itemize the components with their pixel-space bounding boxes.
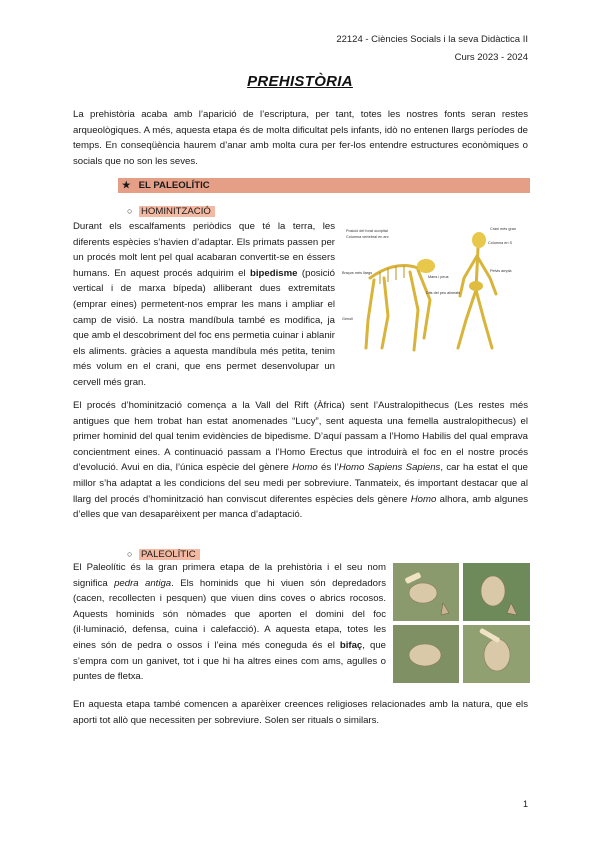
fig1-label-4: Columna en S (488, 241, 513, 245)
hominitzacio-paragraph (73, 219, 335, 391)
hom2-italic-3: Homo (410, 493, 437, 505)
header-course: 22124 - Ciències Socials i la seva Didàctica II (336, 34, 528, 45)
hominitzacio-process-paragraph (73, 398, 528, 523)
subheading-label: PALEOLÍTIC (139, 549, 200, 560)
bipedism-skeletons-illustration (340, 220, 528, 355)
fig1-label-5: Pelvis ampla (490, 269, 512, 273)
fig1-label-8: Braços més llargs (342, 271, 373, 275)
bipedisme-term: bipedisme (250, 267, 298, 279)
hom2-text-a: El procés d’hominització comença a la Vall del Rift (Àfrica) sent l’Australopithecus (Les restes més antigues que hem trobat han estat anomenades “Lucy”, sent aquesta una femella australopithecus) el primer hominid del qual tenim evidències de bipedisme. D’aquí passam a l’Homo Habilis del qual emprava concientment eines. A continuació passam a l’Homo Erectus que introduirà el foc en el nostre procés d’evolució. Avui en dia, l’única espècie del gènere (73, 400, 528, 474)
hom2-italic-1: Homo (292, 462, 318, 474)
fig1-label-6: Mans i peus (428, 275, 449, 279)
bullet-icon: ○ (127, 206, 133, 216)
bifaz-tool-making-illustration (393, 563, 530, 683)
religious-beliefs-paragraph: En aquesta etapa també comencen a aparèixer creences religioses relacionades amb la natura, que els aporti tot allò que necessiten per sobreviure. Solen ser rituals o similars. (73, 699, 528, 726)
section-label: EL PALEOLÍTIC (138, 180, 210, 191)
hom2-text-b: és l’ (317, 462, 339, 474)
page-number: 1 (522, 799, 528, 809)
bullet-icon: ○ (127, 549, 133, 559)
pal-text-b: . Els hominids que hi viuen són depredadors (cacen, recollecten i pesquen) que viuen dins coves o abrics rocosos. Aquests hominids són nòmades que aporten el domini del foc (il·luminació, defensa, cuina i calefacció). A aquesta etapa, totes les eines són de pedra o ossos i l’eina més coneguda és el (73, 577, 387, 651)
page-title: PREHISTÒRIA (247, 73, 353, 90)
pal-text-c: , que s’empra com un ganivet, tot i que hi ha altres eines com ams, agulles o puntes de fletxa. (73, 639, 386, 683)
section-paleolitic (118, 178, 530, 193)
pal-text-a: El Paleolític és la gran primera etapa de la prehistòria i el seu nom significa (73, 562, 386, 589)
hom-text-a: Durant els escalfaments periòdics que té la terra, les diferents espècies s’havien d’adaptar. Els primats passen per un procés molt lent pel qual acabaran convertit-se en éssers humans. En aquest procés adquirim el (73, 221, 335, 279)
fig1-label-1: Posició del forat occipital (346, 229, 388, 233)
paleolitic-paragraph (73, 560, 386, 685)
hom2-italic-2: Homo Sapiens Sapiens (338, 462, 441, 474)
subheading-label: HOMINITZACIÓ (139, 206, 215, 217)
fig1-label-3: Crani més gran (490, 227, 516, 231)
pedra-antiga-term: pedra antiga (114, 577, 172, 589)
fig1-label-7: Dits del peu alineats (426, 291, 461, 295)
subheading-hominitzacio (127, 204, 215, 219)
bifac-term: bifaç (339, 639, 363, 651)
intro-paragraph: La prehistòria acaba amb l’aparició de l’escriptura, per tant, totes les nostres fonts seran restes arqueològiques. A més, aquesta etapa és de molta dificultat pels infants, idò no entenen llargs períodes de temps. En conseqüència haurem d’anar amb molta cura per fer-los entendre estructures econòmiques o socials que no son les seves. (73, 109, 528, 167)
header-year: Curs 2023 - 2024 (454, 52, 528, 63)
star-icon: ★ (122, 180, 131, 191)
fig1-label-9: Genoll (342, 317, 353, 321)
hom-text-b: (posició vertical i de marxa bípeda) alliberant dues extremitats (emprar eines) permetent-nos emprar les mans i ampliar el camp de visió. La nostra mandíbula també es modifica, ja que amb el descobriment del foc ens permetia cuinar i ablanir els aliments. gràcies a aquesta mandíbula més petita, tenim més volum en el crani, que ens permet desenvolupar un cervell més gran. (73, 267, 335, 388)
fig1-label-2: Columna vertebral en arc (346, 235, 389, 239)
hom2-text-d: alhora, amb algunes d’elles que van desaparèixent per manca d’adaptació. (73, 493, 528, 521)
hom2-text-c: , car ha estat el que millor s’ha adaptat a les condicions del seu medi per sobreviure. Tanmateix, és important destacar que al llarg del procés d’hominització han conviscut diferentes espècies dels gènere (73, 462, 528, 505)
